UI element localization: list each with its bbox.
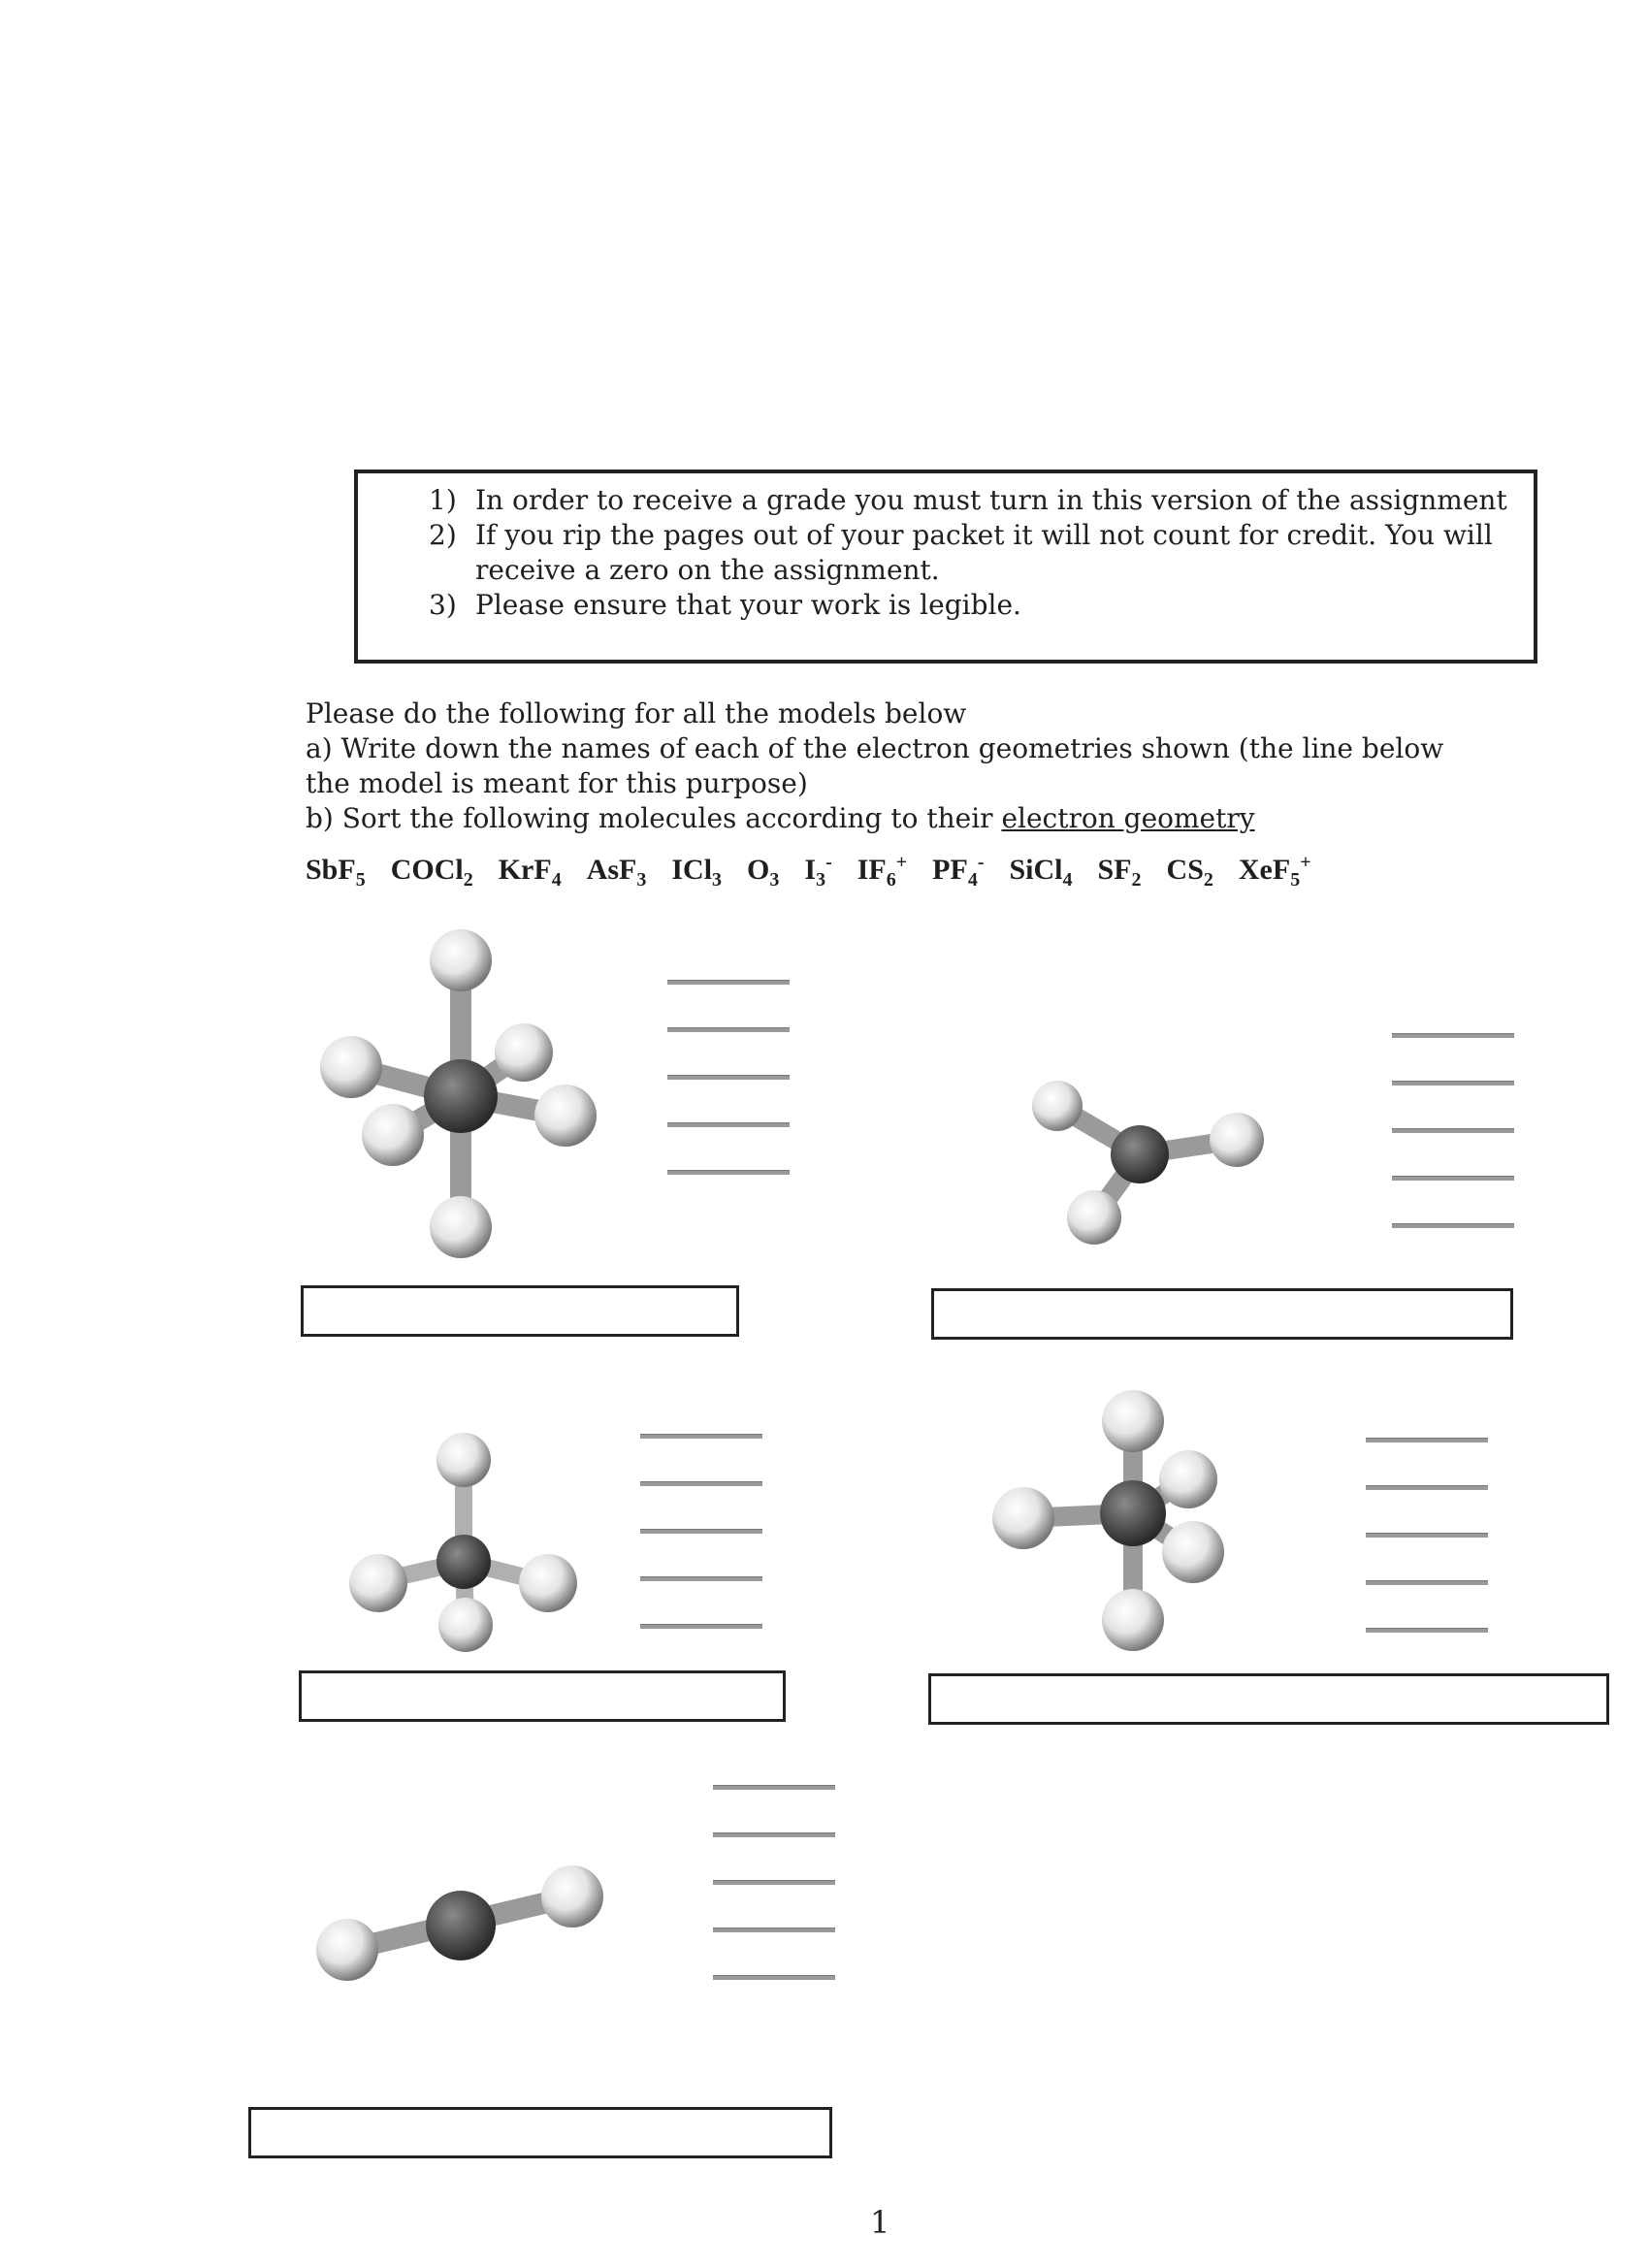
answer-line[interactable] (713, 1785, 835, 1790)
trigonal-bipyramidal-model (992, 1390, 1224, 1651)
directions-line-3-prefix: b) Sort the following molecules according to their (306, 802, 1002, 834)
outer-atom (992, 1487, 1054, 1549)
central-atom (1100, 1480, 1166, 1546)
molecule-formula: $IF_6^+$ (857, 852, 908, 891)
outer-atom (534, 1085, 597, 1147)
molecule-formula: KrF$_4$ (498, 854, 562, 891)
page-number: 1 (870, 2204, 890, 2241)
outer-atom (320, 1036, 382, 1098)
outer-atom (430, 929, 492, 991)
outer-atom (1162, 1521, 1224, 1583)
answer-line[interactable] (1366, 1533, 1488, 1538)
answer-line[interactable] (667, 1122, 790, 1127)
molecule-formula: ICl$_3$ (671, 854, 723, 891)
molecule-formula: SbF$_5$ (306, 854, 366, 891)
central-atom (1111, 1125, 1169, 1183)
molecule-formula: $I_3^-$ (804, 852, 832, 891)
answer-line[interactable] (1392, 1033, 1514, 1038)
outer-atom (1159, 1450, 1217, 1508)
linear-model (316, 1865, 603, 1981)
geometry-name-box-5[interactable] (248, 2107, 832, 2158)
answer-line[interactable] (640, 1529, 762, 1534)
answer-line[interactable] (1392, 1223, 1514, 1228)
outer-atom (1067, 1190, 1121, 1245)
answer-line[interactable] (1366, 1485, 1488, 1490)
instruction-text: Please ensure that your work is legible. (475, 589, 1021, 621)
molecule-formula: SiCl$_4$ (1009, 854, 1073, 891)
molecule-formula: $CS_2$ (1166, 854, 1213, 891)
answer-line[interactable] (713, 1832, 835, 1837)
geometry-name-box-4[interactable] (928, 1673, 1609, 1725)
geometry-name-box-1[interactable] (301, 1285, 739, 1337)
outer-atom (541, 1865, 603, 1928)
geometry-name-box-3[interactable] (299, 1670, 786, 1722)
outer-atom (495, 1023, 553, 1082)
answer-line[interactable] (667, 1075, 790, 1080)
molecule-formula: COCl$_2$ (390, 854, 473, 891)
answer-line[interactable] (640, 1481, 762, 1486)
molecule-formula: XeF$_5$+ (1238, 852, 1311, 891)
outer-atom (1102, 1589, 1164, 1651)
answer-line[interactable] (713, 1928, 835, 1932)
directions-underlined-term: electron geometry (1001, 802, 1255, 834)
central-atom (426, 1891, 496, 1960)
molecule-formula: $PF_4^-$ (932, 852, 985, 891)
outer-atom (1102, 1390, 1164, 1452)
answer-line[interactable] (667, 1027, 790, 1032)
instruction-text: In order to receive a grade you must turn in this version of the assignment (475, 484, 1507, 516)
answer-line[interactable] (640, 1434, 762, 1439)
answer-line[interactable] (713, 1880, 835, 1885)
instruction-number: 2) (429, 519, 457, 551)
octahedral-model (320, 929, 597, 1258)
answer-line[interactable] (1392, 1176, 1514, 1181)
instruction-text: If you rip the pages out of your packet it will not count for credit. You will receive a zero on the assignment. (475, 519, 1493, 586)
answer-line[interactable] (1392, 1128, 1514, 1133)
central-atom (424, 1059, 498, 1133)
answer-line[interactable] (667, 1170, 790, 1175)
outer-atom (362, 1104, 424, 1166)
answer-line[interactable] (640, 1576, 762, 1581)
molecule-formula: $SF_2$ (1097, 854, 1142, 891)
outer-atom (316, 1919, 378, 1981)
outer-atom (349, 1554, 407, 1612)
answer-line[interactable] (1366, 1580, 1488, 1585)
outer-atom (519, 1554, 577, 1612)
directions-line-1: Please do the following for all the models below (306, 697, 967, 729)
outer-atom (1210, 1113, 1264, 1167)
directions-line-2: a) Write down the names of each of the electron geometries shown (the line below the model is meant for this purpose) (306, 732, 1444, 799)
answer-line[interactable] (1366, 1628, 1488, 1633)
tetrahedral-model (349, 1433, 577, 1652)
answer-line[interactable] (713, 1975, 835, 1980)
molecule-formula: AsF$_3$ (586, 854, 647, 891)
answer-line[interactable] (1366, 1438, 1488, 1442)
geometry-name-box-2[interactable] (931, 1288, 1513, 1340)
trigonal-planar-model (1032, 1081, 1264, 1245)
answer-line[interactable] (640, 1624, 762, 1629)
instruction-number: 3) (429, 589, 457, 621)
molecule-formula: $O_3$ (747, 854, 780, 891)
outer-atom (436, 1433, 491, 1487)
answer-line[interactable] (667, 980, 790, 985)
outer-atom (430, 1196, 492, 1258)
central-atom (436, 1535, 491, 1589)
outer-atom (438, 1598, 493, 1652)
instruction-number: 1) (429, 484, 457, 516)
outer-atom (1032, 1081, 1083, 1131)
answer-line[interactable] (1392, 1081, 1514, 1085)
